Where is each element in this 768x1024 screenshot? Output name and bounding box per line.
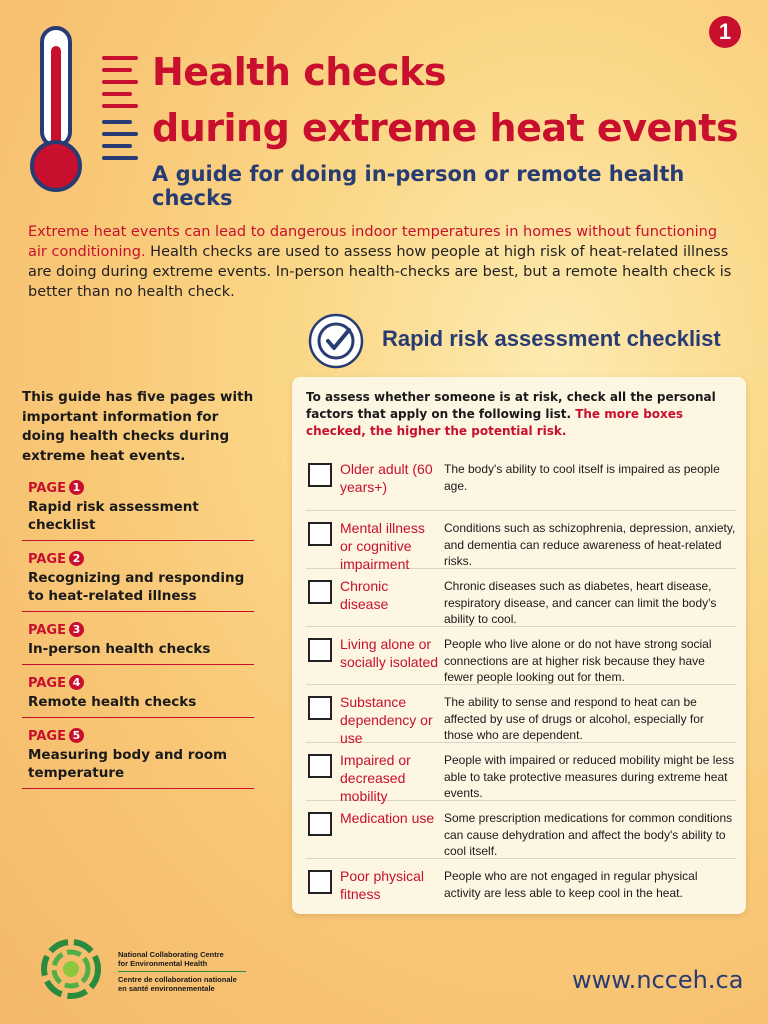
checkbox[interactable]	[308, 696, 332, 720]
checkbox[interactable]	[308, 870, 332, 894]
checklist-instructions: To assess whether someone is at risk, check all the personal factors that apply on the following list. The more boxes checked, the higher the potential risk.	[306, 390, 716, 438]
page-label: PAGE 4	[28, 675, 254, 693]
risk-description: People with impaired or reduced mobility might be less able to take protective measures during extreme heat events.	[444, 753, 735, 800]
page-num-badge: 1	[69, 480, 84, 495]
checklist-row	[306, 510, 736, 572]
page-list-item[interactable]	[22, 675, 254, 718]
checklist-panel	[292, 377, 746, 914]
website-link[interactable]: www.ncceh.ca	[572, 966, 744, 994]
checklist-row	[306, 742, 736, 804]
page-list-title: Recognizing and responding to heat-related illness	[28, 570, 245, 604]
page-label: PAGE 5	[28, 728, 254, 746]
page-title: Health checks during extreme heat events	[152, 50, 739, 150]
risk-factor: Chronic disease	[340, 578, 389, 612]
page-subtitle: A guide for doing in-person or remote health checks	[152, 162, 685, 210]
checkmark-circle-icon	[307, 312, 365, 370]
checklist-row	[306, 568, 736, 626]
checkbox[interactable]	[308, 638, 332, 662]
risk-factor: Mental illness or cognitive impairment	[340, 520, 425, 572]
intro-body: Health checks are used to assess how people at high risk of heat-related illness are doing during extreme events. In-person health-checks are best, but a remote health check is better than no health check.	[28, 244, 732, 300]
checkbox[interactable]	[308, 463, 332, 487]
risk-factor: Living alone or socially isolated	[340, 636, 439, 670]
risk-description: People who live alone or do not have strong social connections are at higher risk because they have fewer people looking out for them.	[444, 637, 712, 684]
risk-description: Chronic diseases such as diabetes, heart disease, respiratory disease, and cancer can limit the body's ability to cool.	[444, 579, 717, 626]
checkbox[interactable]	[308, 754, 332, 778]
organization-name: National Collaborating Centre for Environmental Health Centre de collaboration nationale en santé environnementale	[118, 950, 246, 993]
intro-paragraph	[28, 222, 740, 302]
risk-description: The body's ability to cool itself is impaired as people age.	[444, 462, 720, 493]
checklist-row	[306, 452, 736, 510]
checkbox[interactable]	[308, 580, 332, 604]
checkbox[interactable]	[308, 812, 332, 836]
org-divider	[118, 971, 246, 972]
page-num-badge: 3	[69, 622, 84, 637]
page-list-title: Measuring body and room temperature	[28, 747, 228, 781]
page-num-badge: 4	[69, 675, 84, 690]
risk-factor: Impaired or decreased mobility	[340, 752, 411, 804]
checklist-row	[306, 858, 736, 916]
checkbox[interactable]	[308, 522, 332, 546]
checklist-instructions-highlight: The more boxes checked, the higher the potential risk.	[306, 407, 684, 438]
page-label: PAGE 3	[28, 622, 254, 640]
checklist-heading: Rapid risk assessment checklist	[382, 326, 721, 351]
risk-description: Conditions such as schizophrenia, depression, anxiety, and dementia can reduce awareness of heat-related risks.	[444, 521, 736, 568]
checklist-row	[306, 684, 736, 746]
risk-factor: Medication use	[340, 810, 435, 826]
risk-description: People who are not engaged in regular physical activity are less able to keep cool in the heat.	[444, 869, 698, 900]
page-label: PAGE 1	[28, 480, 254, 498]
risk-factor: Substance dependency or use	[340, 694, 433, 746]
page-number-badge: 1	[709, 16, 741, 48]
risk-description: The ability to sense and respond to heat can be affected by use of drugs or alcohol, especially for those who are dependent.	[444, 695, 704, 742]
guide-contents	[22, 388, 254, 799]
page-list-item[interactable]	[22, 622, 254, 665]
checklist-row	[306, 800, 736, 858]
page-list	[22, 480, 254, 789]
page-list-item[interactable]	[22, 480, 254, 541]
page-list-title: Remote health checks	[28, 694, 197, 710]
page-list-item[interactable]	[22, 551, 254, 612]
risk-factor: Older adult (60 years+)	[340, 461, 433, 495]
ncceh-logo-icon	[40, 938, 102, 1000]
page-num-badge: 2	[69, 551, 84, 566]
page-list-item[interactable]	[22, 728, 254, 789]
checklist-rows	[306, 452, 736, 916]
guide-description: This guide has five pages with important information for doing health checks during extreme heat events.	[22, 389, 254, 464]
page-list-title: Rapid risk assessment checklist	[28, 499, 199, 533]
page-list-title: In-person health checks	[28, 641, 211, 657]
thermometer-icon	[30, 26, 142, 196]
intro-highlight: Extreme heat events can lead to dangerous indoor temperatures in homes without functioning air conditioning.	[28, 224, 718, 260]
page-label: PAGE 2	[28, 551, 254, 569]
risk-description: Some prescription medications for common conditions can cause dehydration and affect the body's ability to cool itself.	[444, 811, 733, 858]
page-num-badge: 5	[69, 728, 84, 743]
checklist-row	[306, 626, 736, 684]
risk-factor: Poor physical fitness	[340, 868, 425, 902]
